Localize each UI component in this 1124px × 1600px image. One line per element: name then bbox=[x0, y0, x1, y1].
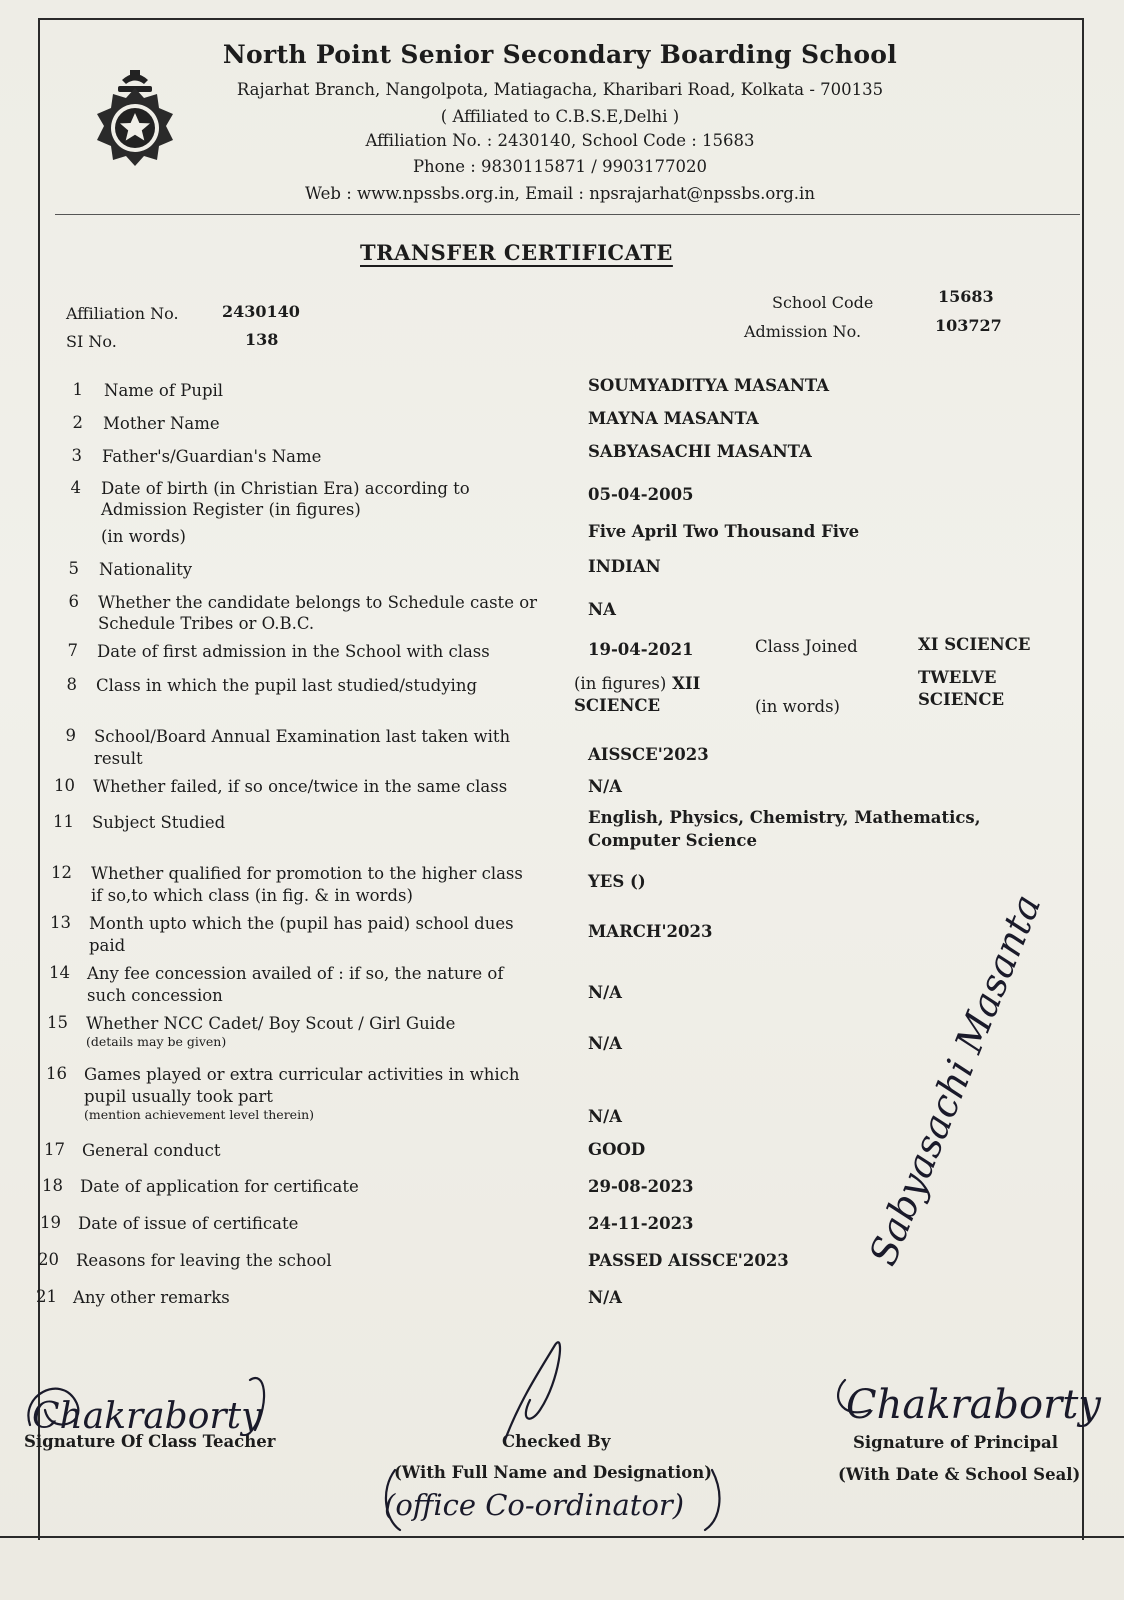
row-number: 20 bbox=[38, 1250, 59, 1269]
principal-signature-label: Signature of Principal bbox=[853, 1433, 1058, 1452]
dues-label-line1: Month upto which the (pupil has paid) school dues bbox=[89, 914, 514, 933]
guardian-name-label: Father's/Guardian's Name bbox=[102, 447, 322, 466]
school-code-value: 15683 bbox=[938, 287, 994, 306]
row-number: 8 bbox=[66, 675, 77, 694]
pupil-name-value: SOUMYADITYA MASANTA bbox=[588, 376, 830, 395]
promotion-label-line1: Whether qualified for promotion to the higher class bbox=[91, 864, 523, 883]
first-admission-label: Date of first admission in the School with class bbox=[97, 642, 490, 661]
issue-date-label: Date of issue of certificate bbox=[78, 1214, 299, 1233]
dob-label-line1: Date of birth (in Christian Era) according to bbox=[101, 479, 470, 498]
subjects-value-line1: English, Physics, Chemistry, Mathematics, bbox=[588, 808, 981, 827]
school-emblem-icon bbox=[92, 66, 178, 170]
in-figures-label: (in figures) bbox=[574, 674, 667, 693]
school-code-label: School Code bbox=[772, 293, 874, 312]
dob-value: 05-04-2005 bbox=[588, 485, 694, 504]
promotion-value: YES () bbox=[588, 872, 646, 891]
phone-line: Phone : 9830115871 / 9903177020 bbox=[412, 157, 708, 176]
bottom-rule bbox=[0, 1536, 1124, 1538]
class-teacher-signature-label: Signature Of Class Teacher bbox=[24, 1432, 276, 1451]
dues-label-line2: paid bbox=[89, 936, 126, 955]
row-number: 18 bbox=[42, 1176, 63, 1195]
affiliated-board: ( Affiliated to C.B.S.E,Delhi ) bbox=[440, 107, 680, 126]
row-number: 12 bbox=[51, 863, 72, 882]
affiliation-value: 2430140 bbox=[222, 302, 300, 321]
row-number: 9 bbox=[65, 726, 76, 745]
last-class-label: Class in which the pupil last studied/studying bbox=[96, 676, 478, 695]
checked-by-handwritten-designation: (office Co-ordinator) bbox=[384, 1488, 685, 1522]
games-label-small: (mention achievement level therein) bbox=[84, 1107, 314, 1122]
row-number: 6 bbox=[68, 592, 79, 611]
ncc-value: N/A bbox=[588, 1034, 622, 1053]
row-number: 4 bbox=[70, 478, 81, 497]
mother-name-value: MAYNA MASANTA bbox=[588, 409, 759, 428]
certificate-title: TRANSFER CERTIFICATE bbox=[360, 240, 673, 265]
dob-label-line2: Admission Register (in figures) bbox=[101, 500, 361, 519]
school-address: Rajarhat Branch, Nangolpota, Matiagacha, Kharibari Road, Kolkata - 700135 bbox=[236, 80, 884, 99]
teacher-handwritten-signature: Chakraborty bbox=[32, 1396, 262, 1437]
caste-label-line2: Schedule Tribes or O.B.C. bbox=[98, 614, 315, 633]
in-words-label: (in words) bbox=[755, 697, 840, 716]
remarks-value: N/A bbox=[588, 1288, 622, 1307]
class-joined-label: Class Joined bbox=[755, 637, 858, 656]
si-value: 138 bbox=[245, 330, 279, 349]
row-number: 16 bbox=[46, 1064, 67, 1083]
row-number: 2 bbox=[72, 413, 83, 432]
row-number: 3 bbox=[71, 446, 82, 465]
conduct-label: General conduct bbox=[82, 1141, 221, 1160]
row-number: 1 bbox=[72, 380, 83, 399]
conduct-value: GOOD bbox=[588, 1140, 646, 1159]
row-number: 17 bbox=[44, 1140, 65, 1159]
concession-value: N/A bbox=[588, 983, 622, 1002]
leaving-reason-value: PASSED AISSCE'2023 bbox=[588, 1251, 789, 1270]
promotion-label-line2: if so,to which class (in fig. & in words) bbox=[91, 886, 413, 905]
checked-by-label: Checked By bbox=[502, 1432, 611, 1451]
principal-handwritten-signature: Chakraborty bbox=[846, 1382, 1101, 1428]
nationality-value: INDIAN bbox=[588, 557, 661, 576]
dob-words-label: (in words) bbox=[101, 527, 186, 546]
caste-value: NA bbox=[588, 600, 616, 619]
row-number: 11 bbox=[53, 812, 74, 831]
concession-label-line1: Any fee concession availed of : if so, the nature of bbox=[87, 964, 504, 983]
nationality-label: Nationality bbox=[99, 560, 193, 579]
exam-label-line2: result bbox=[94, 749, 143, 768]
ncc-label-line1: Whether NCC Cadet/ Boy Scout / Girl Guide (details may be given) bbox=[86, 1014, 456, 1049]
row-number: 19 bbox=[40, 1213, 61, 1232]
first-admission-value: 19-04-2021 bbox=[588, 640, 694, 659]
games-label-line1: Games played or extra curricular activities in which bbox=[84, 1065, 520, 1084]
class-joined-value: XI SCIENCE bbox=[918, 635, 1031, 654]
games-label: pupil usually took part (mention achievement level therein) bbox=[84, 1087, 314, 1122]
failed-label: Whether failed, if so once/twice in the same class bbox=[93, 777, 508, 796]
leaving-reason-label: Reasons for leaving the school bbox=[76, 1251, 332, 1270]
dob-words-value: Five April Two Thousand Five bbox=[588, 522, 860, 541]
row-number: 15 bbox=[47, 1013, 68, 1032]
checked-by-sub-label: (With Full Name and Designation) bbox=[394, 1463, 713, 1482]
header-divider bbox=[55, 214, 1080, 215]
affiliation-label: Affiliation No. bbox=[66, 304, 179, 323]
last-class-words-line2: SCIENCE bbox=[918, 690, 1005, 709]
pupil-name-label: Name of Pupil bbox=[104, 381, 224, 400]
last-class-figures: XII bbox=[672, 674, 701, 693]
application-date-value: 29-08-2023 bbox=[588, 1177, 694, 1196]
last-class-words-line1: TWELVE bbox=[918, 668, 997, 687]
exam-value: AISSCE'2023 bbox=[588, 745, 709, 764]
ncc-label-small: (details may be given) bbox=[86, 1034, 227, 1049]
concession-label-line2: such concession bbox=[87, 986, 223, 1005]
school-name: North Point Senior Secondary Boarding School bbox=[222, 40, 898, 69]
subjects-value-line2: Computer Science bbox=[588, 831, 757, 850]
dues-value: MARCH'2023 bbox=[588, 922, 713, 941]
admission-label: Admission No. bbox=[744, 322, 862, 341]
application-date-label: Date of application for certificate bbox=[80, 1177, 359, 1196]
si-label: SI No. bbox=[66, 332, 117, 351]
row-number: 14 bbox=[49, 963, 70, 982]
mother-name-label: Mother Name bbox=[103, 414, 220, 433]
last-class-figures-line2: SCIENCE bbox=[574, 696, 661, 715]
issue-date-value: 24-11-2023 bbox=[588, 1214, 694, 1233]
row-number: 21 bbox=[36, 1287, 57, 1306]
row-number: 5 bbox=[68, 559, 79, 578]
row-number: 10 bbox=[54, 776, 75, 795]
principal-sub-label: (With Date & School Seal) bbox=[838, 1465, 1081, 1484]
web-email-line: Web : www.npssbs.org.in, Email : npsrajarhat@npssbs.org.in bbox=[305, 184, 815, 203]
exam-label-line1: School/Board Annual Examination last taken with bbox=[94, 727, 511, 746]
affiliation-line: Affiliation No. : 2430140, School Code : 15683 bbox=[365, 131, 755, 150]
games-value: N/A bbox=[588, 1107, 622, 1126]
failed-value: N/A bbox=[588, 777, 622, 796]
row-number: 7 bbox=[67, 641, 78, 660]
admission-value: 103727 bbox=[935, 316, 1002, 335]
guardian-name-value: SABYASACHI MASANTA bbox=[588, 442, 812, 461]
row-number: 13 bbox=[50, 913, 71, 932]
remarks-label: Any other remarks bbox=[73, 1288, 230, 1307]
guardian-handwritten-signature: Sabyasachi Masanta bbox=[860, 888, 1050, 1272]
caste-label-line1: Whether the candidate belongs to Schedule caste or bbox=[98, 593, 538, 612]
subjects-label: Subject Studied bbox=[92, 813, 226, 832]
